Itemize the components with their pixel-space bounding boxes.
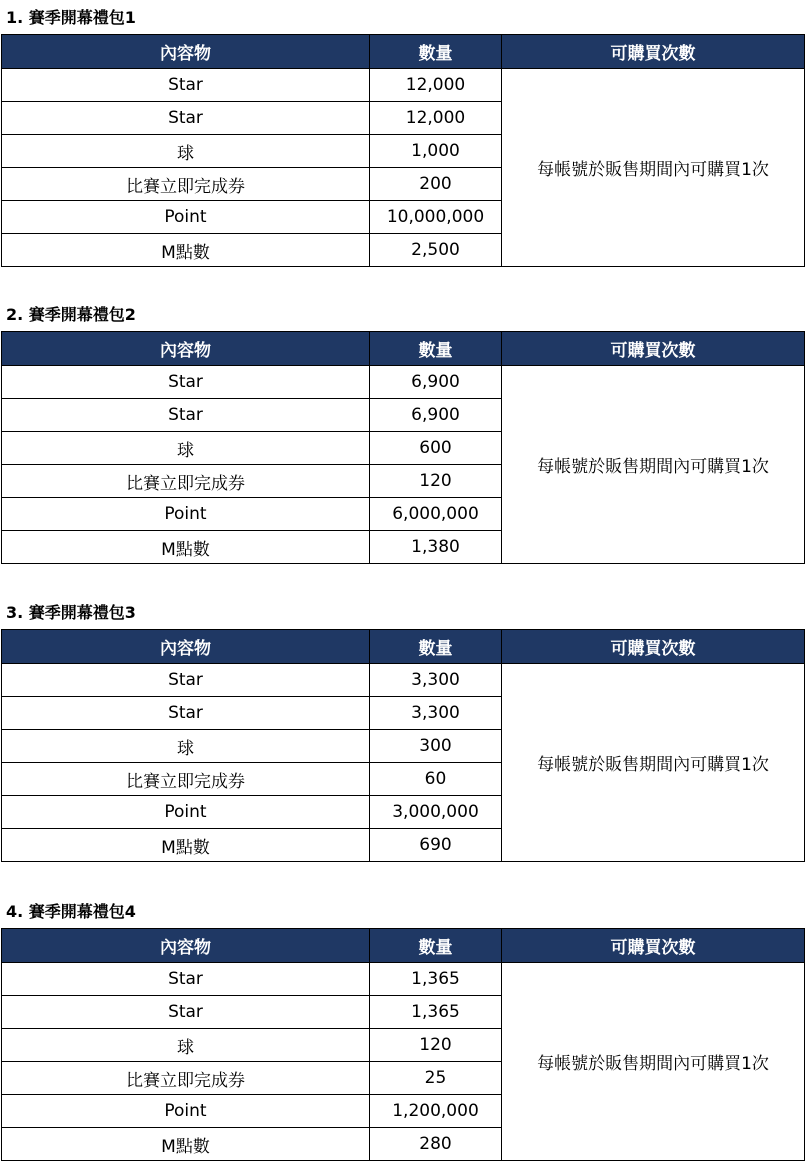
item-quantity: 12,000 (370, 69, 502, 102)
item-name: Point (2, 498, 370, 531)
item-name: Star (2, 664, 370, 697)
purchase-limit: 每帳號於販售期間內可購買1次 (502, 69, 805, 267)
header-quantity: 數量 (370, 929, 502, 963)
item-quantity: 3,300 (370, 664, 502, 697)
item-quantity: 6,000,000 (370, 498, 502, 531)
item-name: 球 (2, 1029, 370, 1062)
item-quantity: 300 (370, 730, 502, 763)
header-content: 內容物 (2, 35, 370, 69)
item-name: M點數 (2, 234, 370, 267)
header-limit: 可購買次數 (502, 332, 805, 366)
item-name: 球 (2, 432, 370, 465)
item-name: 比賽立即完成券 (2, 1062, 370, 1095)
header-limit: 可購買次數 (502, 35, 805, 69)
item-name: 球 (2, 135, 370, 168)
header-limit: 可購買次數 (502, 929, 805, 963)
header-quantity: 數量 (370, 332, 502, 366)
table-header-row (2, 332, 805, 366)
item-quantity: 3,000,000 (370, 796, 502, 829)
item-quantity: 3,300 (370, 697, 502, 730)
item-quantity: 200 (370, 168, 502, 201)
item-name: 比賽立即完成券 (2, 168, 370, 201)
item-name: 比賽立即完成券 (2, 763, 370, 796)
pack-table (1, 34, 805, 267)
item-name: Point (2, 201, 370, 234)
header-content: 內容物 (2, 630, 370, 664)
item-name: Star (2, 963, 370, 996)
pack-table (1, 331, 805, 564)
item-quantity: 690 (370, 829, 502, 862)
pack-table (1, 629, 805, 862)
table-header-row (2, 35, 805, 69)
table-row (2, 366, 805, 399)
header-content: 內容物 (2, 332, 370, 366)
table-row (2, 69, 805, 102)
header-content: 內容物 (2, 929, 370, 963)
item-quantity: 2,500 (370, 234, 502, 267)
item-name: Star (2, 399, 370, 432)
pack-title: 3. 賽季開幕禮包3 (6, 603, 136, 622)
purchase-limit: 每帳號於販售期間內可購買1次 (502, 664, 805, 862)
item-name: Star (2, 102, 370, 135)
item-quantity: 10,000,000 (370, 201, 502, 234)
item-quantity: 1,365 (370, 963, 502, 996)
item-name: 比賽立即完成券 (2, 465, 370, 498)
purchase-limit: 每帳號於販售期間內可購買1次 (502, 366, 805, 564)
item-quantity: 600 (370, 432, 502, 465)
header-quantity: 數量 (370, 630, 502, 664)
pack-title: 2. 賽季開幕禮包2 (6, 305, 136, 324)
table-row (2, 963, 805, 996)
item-quantity: 12,000 (370, 102, 502, 135)
item-quantity: 6,900 (370, 399, 502, 432)
item-quantity: 6,900 (370, 366, 502, 399)
item-quantity: 120 (370, 1029, 502, 1062)
item-quantity: 280 (370, 1128, 502, 1161)
item-name: M點數 (2, 829, 370, 862)
item-quantity: 1,000 (370, 135, 502, 168)
item-name: Star (2, 996, 370, 1029)
item-quantity: 1,365 (370, 996, 502, 1029)
item-quantity: 25 (370, 1062, 502, 1095)
item-name: Point (2, 796, 370, 829)
item-quantity: 1,200,000 (370, 1095, 502, 1128)
pack-title: 4. 賽季開幕禮包4 (6, 902, 136, 921)
item-name: Point (2, 1095, 370, 1128)
item-name: Star (2, 697, 370, 730)
header-limit: 可購買次數 (502, 630, 805, 664)
table-header-row (2, 630, 805, 664)
item-name: Star (2, 69, 370, 102)
item-quantity: 120 (370, 465, 502, 498)
table-header-row (2, 929, 805, 963)
item-name: M點數 (2, 1128, 370, 1161)
table-row (2, 664, 805, 697)
item-quantity: 1,380 (370, 531, 502, 564)
pack-title: 1. 賽季開幕禮包1 (6, 8, 136, 27)
header-quantity: 數量 (370, 35, 502, 69)
item-quantity: 60 (370, 763, 502, 796)
item-name: M點數 (2, 531, 370, 564)
pack-table (1, 928, 805, 1161)
purchase-limit: 每帳號於販售期間內可購買1次 (502, 963, 805, 1161)
item-name: Star (2, 366, 370, 399)
item-name: 球 (2, 730, 370, 763)
